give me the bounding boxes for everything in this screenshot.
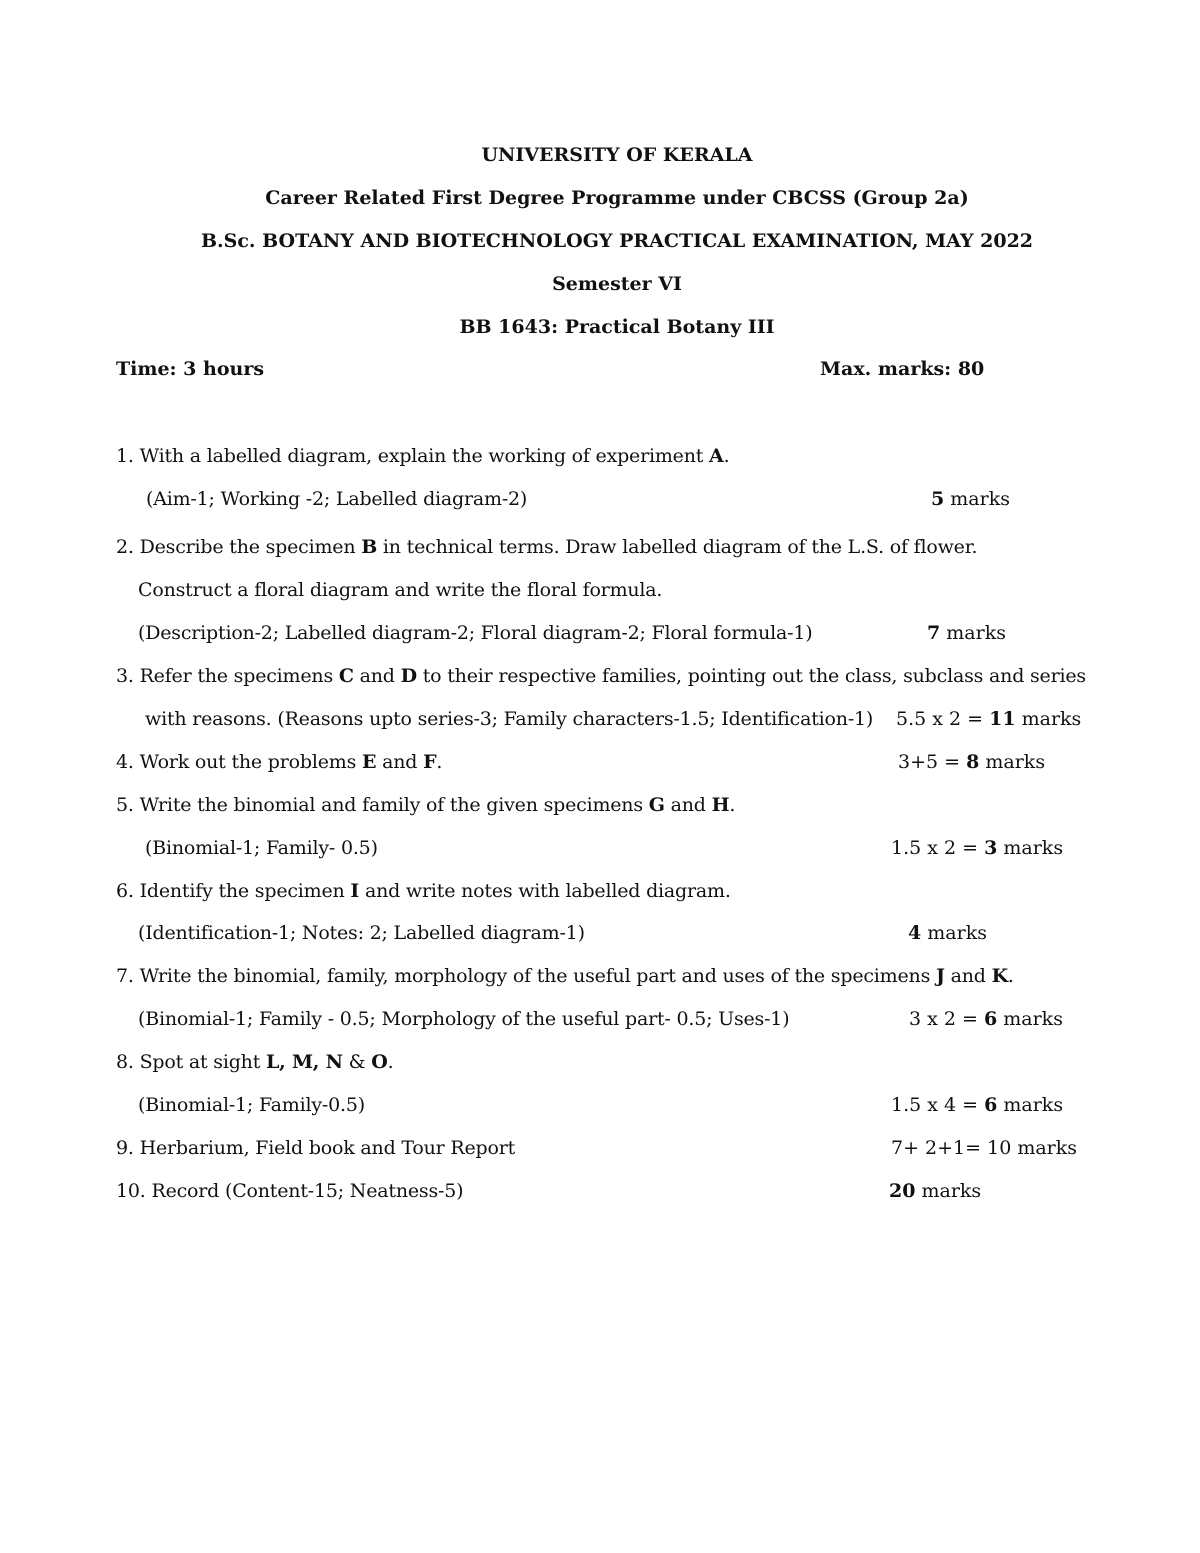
question-text: Record (Content-15; Neatness-5) bbox=[151, 1180, 464, 1202]
university-title: UNIVERSITY OF KERALA bbox=[481, 144, 753, 166]
question-4-marks bbox=[898, 751, 1045, 773]
specimen-label: A bbox=[709, 445, 724, 467]
specimen-label: C bbox=[338, 665, 354, 687]
question-text: Write the binomial, family, morphology of the useful part and uses of the specimens bbox=[139, 965, 936, 987]
question-text: Spot at sight bbox=[139, 1051, 266, 1073]
marks-value: 7 bbox=[927, 622, 941, 644]
question-10-marks bbox=[889, 1180, 981, 1202]
marks-unit: marks bbox=[979, 751, 1046, 773]
question-number: 7. bbox=[116, 965, 134, 987]
marks-unit: marks bbox=[997, 1094, 1064, 1116]
specimen-label: F bbox=[423, 751, 437, 773]
question-number: 8. bbox=[116, 1051, 134, 1073]
specimen-label: J bbox=[935, 965, 945, 987]
question-text: With a labelled diagram, explain the working of experiment bbox=[139, 445, 710, 467]
marks-prefix: 3 x 2 = bbox=[909, 1008, 984, 1030]
marks-prefix: 1.5 x 2 = bbox=[891, 837, 985, 859]
marks-prefix: 1.5 x 4 = bbox=[891, 1094, 985, 1116]
specimen-label: I bbox=[350, 880, 360, 902]
question-text: and bbox=[376, 751, 424, 773]
question-text: Write the binomial and family of the given specimens bbox=[139, 794, 649, 816]
question-text: Describe the specimen bbox=[139, 536, 362, 558]
question-text: to their respective families, pointing out the class, subclass and series bbox=[416, 665, 1086, 687]
marks-prefix: 5.5 x 2 = bbox=[896, 708, 990, 730]
specimen-label: K bbox=[991, 965, 1008, 987]
question-text: Refer the specimens bbox=[139, 665, 339, 687]
marks-value: 3 bbox=[984, 837, 998, 859]
marks-unit: marks bbox=[1015, 708, 1082, 730]
question-text: . bbox=[729, 794, 736, 816]
question-2-marks bbox=[927, 622, 1006, 644]
marks-unit: marks bbox=[940, 622, 1006, 644]
question-text: and write notes with labelled diagram. bbox=[359, 880, 731, 902]
question-8 bbox=[116, 1051, 393, 1073]
marks-unit: marks bbox=[997, 837, 1064, 859]
exam-title: B.Sc. BOTANY AND BIOTECHNOLOGY PRACTICAL EXAMINATION, MAY 2022 bbox=[200, 230, 1034, 252]
question-text: Herbarium, Field book and Tour Report bbox=[139, 1137, 516, 1159]
question-text: . bbox=[387, 1051, 394, 1073]
question-number: 1. bbox=[116, 445, 134, 467]
question-10 bbox=[116, 1180, 463, 1202]
question-text: and bbox=[944, 965, 992, 987]
question-text: Work out the problems bbox=[139, 751, 362, 773]
question-text: in technical terms. Draw labelled diagram of the L.S. of flower. bbox=[377, 536, 978, 558]
question-1-marks bbox=[931, 488, 1010, 510]
marks-unit: marks bbox=[997, 1008, 1063, 1030]
marks-value: 6 bbox=[983, 1008, 998, 1030]
question-9 bbox=[116, 1137, 515, 1159]
question-number: 4. bbox=[116, 751, 134, 773]
question-3-marks bbox=[896, 708, 1081, 730]
question-text: . bbox=[1007, 965, 1014, 987]
specimen-label: H bbox=[711, 794, 730, 816]
specimen-label: L, M, N bbox=[265, 1051, 343, 1073]
specimen-label: B bbox=[361, 536, 378, 558]
question-7-marks bbox=[909, 1008, 1063, 1030]
question-1 bbox=[116, 445, 729, 467]
question-2-breakdown: (Description-2; Labelled diagram-2; Floral diagram-2; Floral formula-1) bbox=[138, 622, 813, 644]
question-text: . bbox=[436, 751, 443, 773]
question-2 bbox=[116, 536, 977, 558]
question-text: Identify the specimen bbox=[139, 880, 351, 902]
marks-value: 20 bbox=[889, 1180, 916, 1202]
question-6-marks bbox=[908, 922, 987, 944]
question-text: and bbox=[353, 665, 401, 687]
specimen-label: D bbox=[400, 665, 417, 687]
question-number: 5. bbox=[116, 794, 134, 816]
question-6-breakdown: (Identification-1; Notes: 2; Labelled diagram-1) bbox=[138, 922, 585, 944]
max-marks-label: Max. marks: 80 bbox=[820, 358, 985, 380]
programme-title: Career Related First Degree Programme under CBCSS (Group 2a) bbox=[265, 187, 969, 209]
time-label: Time: 3 hours bbox=[116, 358, 265, 380]
question-3 bbox=[116, 665, 1086, 687]
course-title: BB 1643: Practical Botany III bbox=[459, 316, 775, 338]
question-9-marks: 7+ 2+1= 10 marks bbox=[891, 1137, 1078, 1159]
question-text: & bbox=[342, 1051, 372, 1073]
question-8-breakdown: (Binomial-1; Family-0.5) bbox=[138, 1094, 365, 1116]
question-5-breakdown: (Binomial-1; Family- 0.5) bbox=[145, 837, 378, 859]
question-7 bbox=[116, 965, 1014, 987]
question-number: 2. bbox=[116, 536, 134, 558]
marks-value: 11 bbox=[989, 708, 1016, 730]
marks-unit: marks bbox=[921, 922, 987, 944]
question-text: and bbox=[664, 794, 712, 816]
question-4 bbox=[116, 751, 442, 773]
question-number: 9. bbox=[116, 1137, 134, 1159]
question-number: 6. bbox=[116, 880, 134, 902]
specimen-label: E bbox=[361, 751, 377, 773]
specimen-label: G bbox=[648, 794, 665, 816]
question-3-line-2: with reasons. (Reasons upto series-3; Family characters-1.5; Identification-1) bbox=[145, 708, 874, 730]
question-5-marks bbox=[891, 837, 1063, 859]
question-number: 10. bbox=[116, 1180, 146, 1202]
question-2-line-2: Construct a floral diagram and write the floral formula. bbox=[138, 579, 663, 601]
marks-prefix: 3+5 = bbox=[898, 751, 967, 773]
marks-value: 8 bbox=[966, 751, 980, 773]
question-6 bbox=[116, 880, 731, 902]
marks-value: 6 bbox=[984, 1094, 998, 1116]
question-5 bbox=[116, 794, 735, 816]
question-1-breakdown: (Aim-1; Working -2; Labelled diagram-2) bbox=[146, 488, 528, 510]
marks-value: 5 bbox=[931, 488, 945, 510]
question-number: 3. bbox=[116, 665, 134, 687]
marks-unit: marks bbox=[915, 1180, 982, 1202]
semester-title: Semester VI bbox=[552, 273, 682, 295]
question-text: . bbox=[723, 445, 730, 467]
marks-unit: marks bbox=[944, 488, 1010, 510]
specimen-label: O bbox=[371, 1051, 388, 1073]
marks-value: 4 bbox=[908, 922, 922, 944]
question-7-breakdown: (Binomial-1; Family - 0.5; Morphology of the useful part- 0.5; Uses-1) bbox=[138, 1008, 790, 1030]
question-8-marks bbox=[891, 1094, 1063, 1116]
